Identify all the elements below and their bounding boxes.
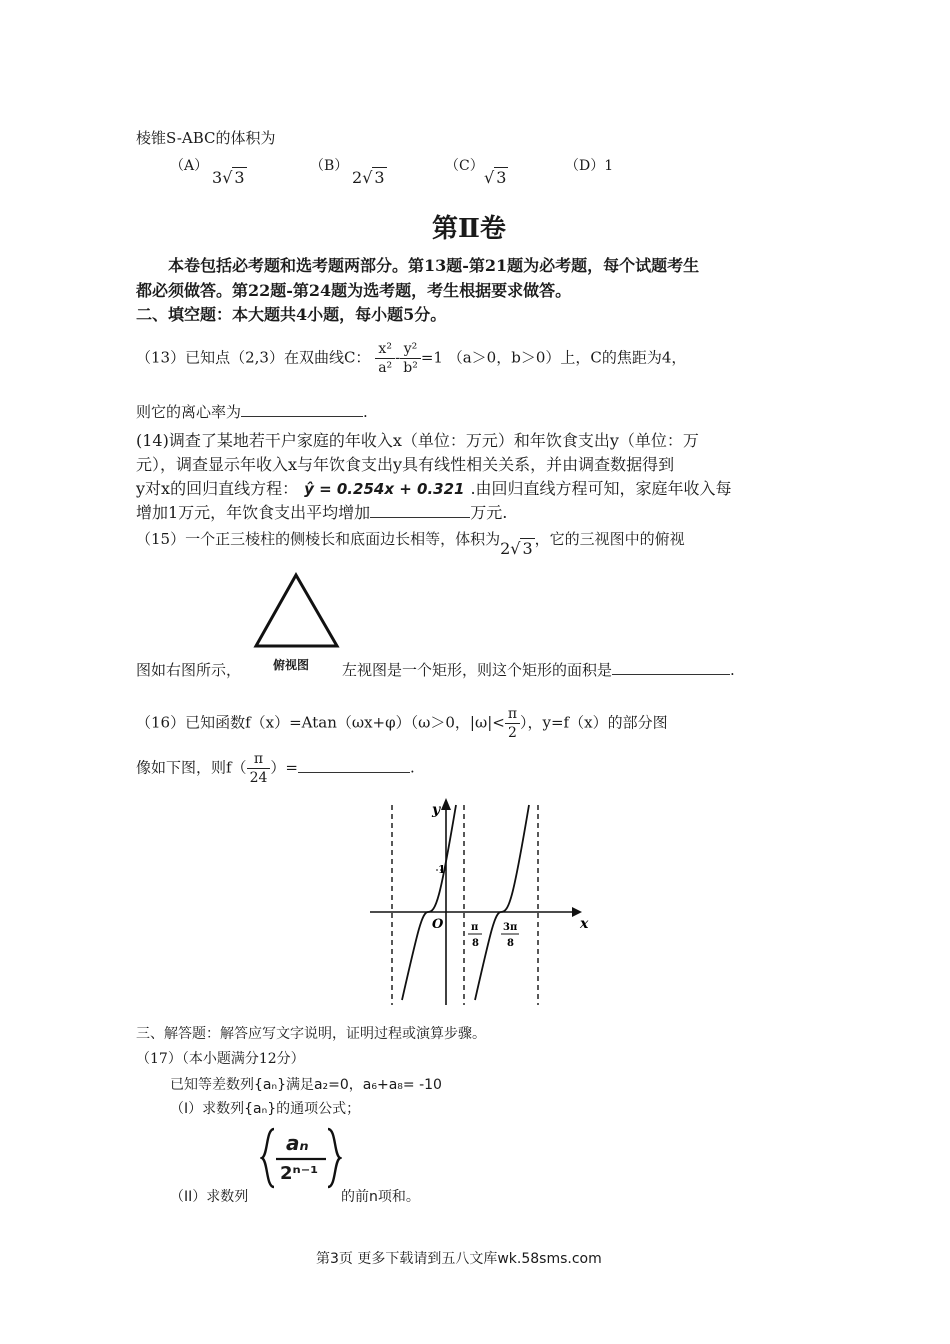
section-intro-line1: 本卷包括必考题和选考题两部分。第13题-第21题为必考题，每个试题考生 (168, 256, 700, 275)
origin-label: O (432, 917, 444, 932)
tick2-num: 3π (503, 922, 518, 933)
option-b-label: （B） (310, 158, 349, 174)
option-b-value: 2√ 3 (352, 168, 385, 187)
tan-branch-left (402, 805, 456, 1000)
q12-stem: 棱锥S-ABC的体积为 (136, 129, 276, 147)
q14-line4: 增加1万元，年饮食支出平均增加 万元. (136, 503, 508, 522)
top-view-triangle (248, 570, 344, 650)
section-intro-line2: 都必须做答。第22题-第24题为选考题，考生根据要求做答。 (136, 281, 572, 300)
page-footer: 第3页 更多下载请到五八文库wk.58sms.com (316, 1251, 602, 1267)
pi-over-2: $\frac{\pi}{2}$ (505, 705, 520, 742)
top-view-caption: 俯视图 (273, 658, 310, 672)
x-axis-label: x (580, 916, 589, 932)
answer-blank (298, 758, 410, 773)
q17-part2b: 的前n项和。 (341, 1189, 420, 1205)
q17-part1: （I）求数列{aₙ}的通项公式； (170, 1101, 361, 1117)
q17-title: （17）（本小题满分12分） (136, 1051, 305, 1067)
q13-line2: 则它的离心率为 . (136, 403, 368, 421)
q13-line1: （13）已知点（2,3）在双曲线C： $\frac{\text{x²}}{\text{a²}}$ - $\frac{\text{y²}}{\text{b²}}$ =1 （a＞0，b＞0）上，C的焦距为4， (136, 341, 687, 376)
pi-over-24: $\frac{\pi}{24}$ (247, 750, 271, 787)
q17-frac-den: 2ⁿ⁻¹ (280, 1163, 319, 1184)
tick1-den: 8 (472, 938, 479, 949)
option-c-value: √ 3 (484, 168, 507, 187)
q13-frac-x: $\frac{\text{x²}}{\text{a²}}$ (375, 340, 395, 377)
option-d-label: （D）1 (565, 158, 614, 174)
y-one-label: 1 (438, 863, 446, 876)
q13-frac-y: $\frac{\text{y²}}{\text{b²}}$ (400, 340, 421, 377)
volume-value: 2√ 3 (500, 539, 533, 558)
q14-line2: 元），调查显示年收入x与年饮食支出y具有线性相关关系，并由调查数据得到 (136, 455, 675, 474)
answer-blank (241, 402, 363, 417)
y-axis-label: y (432, 802, 441, 818)
section-title: 第Ⅱ卷 (432, 214, 506, 244)
regression-equation: ŷ = 0.254x + 0.321 (304, 480, 465, 498)
q17-line1: 已知等差数列{aₙ}满足a₂=0，a₆+a₈= -10 (170, 1077, 442, 1093)
q17-part2a: （II）求数列 (170, 1189, 249, 1205)
q16-line1: （16）已知函数f（x）=Atan（ωx+φ）（ω＞0，|ω|< $\frac{\pi}{2}$ ），y=f（x）的部分图 (136, 706, 668, 741)
q17-sequence-figure (260, 1125, 342, 1191)
tan-graph (360, 790, 600, 1010)
tick1-num: π (471, 922, 479, 933)
option-c-label: （C） (445, 158, 484, 174)
tick2-den: 8 (507, 938, 514, 949)
q15-line2a: 图如右图所示， (136, 661, 242, 679)
q16-line2: 像如下图，则f（ $\frac{\pi}{24}$ ）= . (136, 751, 415, 786)
tan-branch-right (475, 805, 529, 1000)
option-a-value: 3√ 3 (212, 168, 245, 187)
q15-line2b: 左视图是一个矩形，则这个矩形的面积是 . (342, 661, 735, 679)
y-axis-arrow (441, 798, 451, 810)
q15-line1: （15）一个正三棱柱的侧棱长和底面边长相等，体积为2√ 3 ，它的三视图中的俯视 (136, 530, 685, 558)
answer-blank (612, 660, 730, 675)
q14-line1: (14)调查了某地若干户家庭的年收入x（单位：万元）和年饮食支出y（单位：万 (136, 431, 699, 450)
q14-line3: y对x的回归直线方程： ŷ = 0.254x + 0.321 .由回归直线方程可知，家庭年收入每 (136, 479, 732, 498)
option-a-label: （A） (170, 158, 209, 174)
solve-heading: 三、解答题：解答应写文字说明，证明过程或演算步骤。 (136, 1026, 486, 1042)
answer-blank (370, 503, 470, 518)
fill-heading: 二、填空题：本大题共4小题，每小题5分。 (136, 305, 447, 324)
q17-frac-num: aₙ (286, 1131, 309, 1155)
